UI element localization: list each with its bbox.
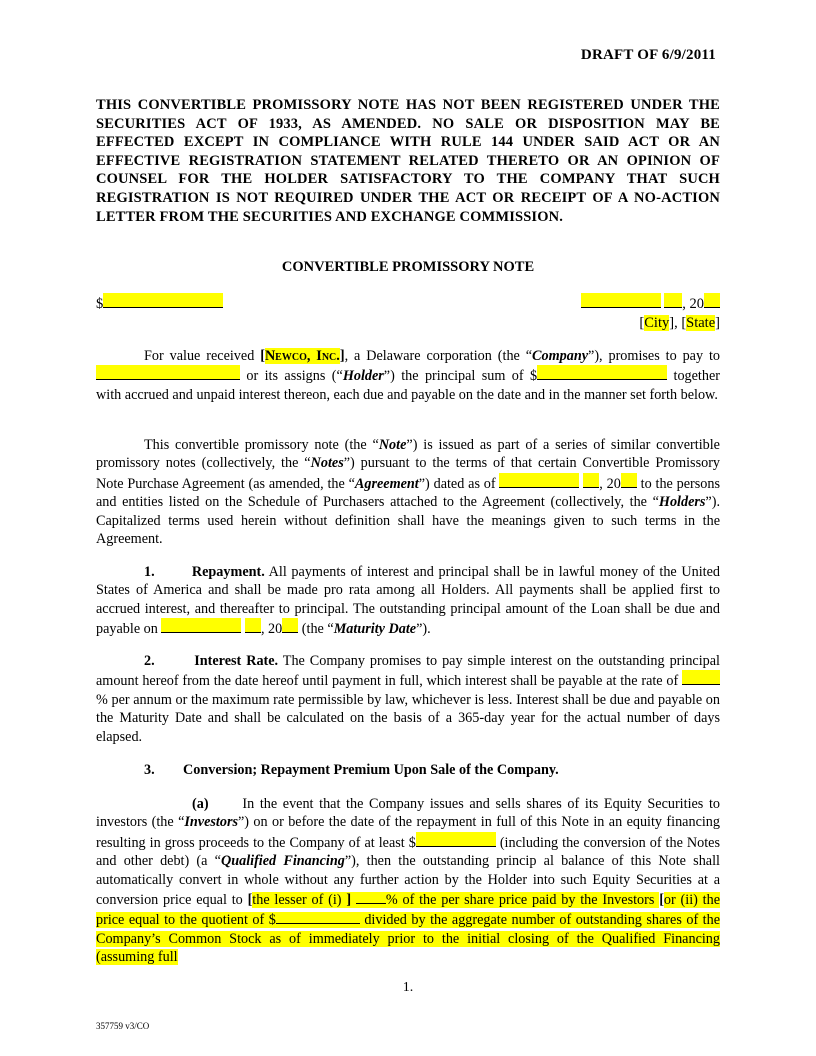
section-2-interest-rate: 2. Interest Rate. The Company promises to pay simple interest on the outstanding principal amount hereof from the date hereof until payment in full, which interest shall be payable at the rate of % per annum or the maximum rate permissible by law, whichever is less. Interest shall be due and payable on the Maturity Date and shall be calculated on the basis of a 365-day year for the actual number of days elapsed.	[96, 653, 720, 745]
lesser-of-clause: the lesser of (i) ] % of the per share price paid by the Investors	[252, 892, 659, 908]
section-3-heading: Conversion; Repayment Premium Upon Sale of the Company.	[183, 762, 559, 778]
payee-blank[interactable]	[96, 365, 240, 380]
agreement-month-blank[interactable]	[499, 473, 579, 488]
discount-percent-blank[interactable]	[356, 889, 386, 904]
principal-amount-blank[interactable]	[103, 293, 223, 308]
price-quotient-clause: or (ii) the price equal to the quotient of $ divided by the aggregate number of outstanding shares of the Company’s Common Stock as of immediately prior to the initial closing of the Qualified Financing (assuming full	[96, 892, 720, 966]
dollar-sign: $	[96, 296, 104, 312]
agreement-day-blank[interactable]	[583, 473, 599, 488]
agreement-year-blank[interactable]	[621, 473, 637, 488]
paragraph-series-of-notes: This convertible promissory note (the “Note”) is issued as part of a series of similar convertible promissory notes (collectively, the “Notes”) pursuant to the terms of that certain Convertible Promissory Note Purchase Agreement (as amended, the “Agreement”) dated as of , 20 to the persons and entities listed on the Schedule of Purchasers attached to the Agreement (collectively, the “Holders”). Capitalized terms used herein without definition shall have the meanings given to such terms in the Agreement.	[96, 437, 721, 548]
city-placeholder[interactable]: City	[644, 314, 670, 331]
section-1-heading: Repayment.	[191, 564, 265, 580]
document-title: CONVERTIBLE PROMISSORY NOTE	[281, 259, 535, 275]
day-blank[interactable]	[664, 293, 682, 308]
page-number: 1.	[402, 980, 414, 995]
securities-legend: THIS CONVERTIBLE PROMISSORY NOTE HAS NOT BEEN REGISTERED UNDER THE SECURITIES ACT OF 1933, AS AMENDED. NO SALE OR DISPOSITION MAY BE EFFECTED EXCEPT IN COMPLIANCE WITH RULE 144 UNDER SAID ACT OR AN EFFECTIVE REGISTRATION STATEMENT RELATED THERETO OR AN OPINION OF COUNSEL FOR THE HOLDER SATISFACTORY TO THE COMPANY THAT SUCH REGISTRATION IS NOT REQUIRED UNDER THE ACT OR RECEIPT OF A NO-ACTION LETTER FROM THE SECURITIES AND EXCHANGE COMMISSION.	[96, 97, 720, 225]
month-blank[interactable]	[581, 293, 661, 308]
state-placeholder[interactable]: State	[686, 314, 716, 331]
interest-rate-blank[interactable]	[682, 670, 720, 685]
financing-amount-blank[interactable]	[416, 832, 496, 847]
year-blank[interactable]	[704, 293, 720, 308]
draft-date-header: DRAFT OF 6/9/2011	[580, 47, 716, 63]
maturity-year-blank[interactable]	[282, 618, 298, 633]
principal-amount-line	[96, 293, 223, 313]
section-2-heading: Interest Rate.	[194, 653, 279, 669]
valuation-cap-blank[interactable]	[276, 909, 360, 924]
section-3a-conversion: (a) In the event that the Company issues and sells shares of its Equity Securities to investors (the “Investors”) on or before the date of the repayment in full of this Note in an equity financing resulting in gross proceeds to the Company of at least $ (including the conversion of the Notes and other debt) (a “Qualified Financing”), then the outstanding princip al balance of this Note shall automatically convert in whole without any further action by the Holder into such Equity Securities at a conversion price equal to [the lesser of (i) ] % of the per share price paid by the Investors [or (ii) the price equal to the quotient of $ divided by the aggregate number of outstanding shares of the Company’s Common Stock as of immediately prior to the initial closing of the Qualified Financing (assuming full	[96, 796, 720, 966]
date-place-line: , 20 [City], [State]	[581, 293, 720, 332]
maturity-month-blank[interactable]	[161, 618, 241, 633]
company-name-placeholder[interactable]: Newco, Inc.	[264, 348, 340, 364]
maturity-day-blank[interactable]	[245, 618, 261, 633]
section-1-repayment: 1. Repayment. All payments of interest and principal shall be in lawful money of the United States of America and shall be made pro rata among all Holders. All payments shall be applied first to accrued interest, and thereafter to principal. The outstanding principal amount of the Loan shall be due and payable on , 20 (the “Maturity Date”).	[96, 564, 720, 638]
principal-sum-blank[interactable]	[537, 365, 667, 380]
paragraph-promise: For value received [Newco, Inc.], a Delaware corporation (the “Company”), promises to pay to or its assigns (“Holder”) the principal sum of $ together with accrued and unpaid interest thereon, each due and payable on the date and in the manner set forth below.	[96, 348, 720, 403]
document-id: 357759 v3/CO	[96, 1021, 150, 1031]
section-3-heading-line: 3. Conversion; Repayment Premium Upon Sale of the Company.	[144, 762, 559, 778]
